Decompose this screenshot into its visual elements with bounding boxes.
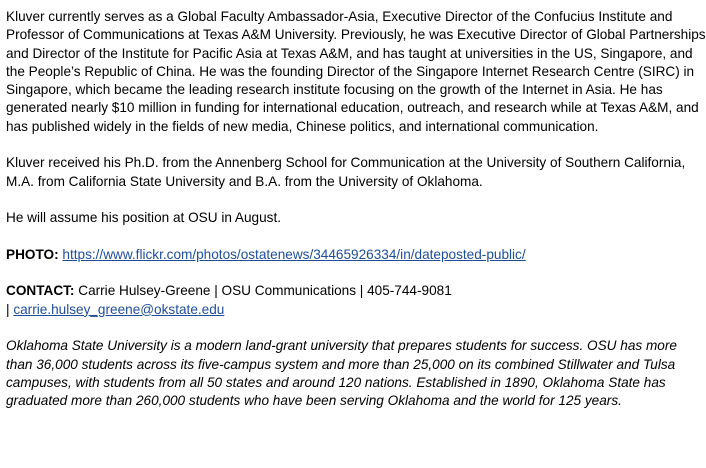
start-date-paragraph: He will assume his position at OSU in August. <box>6 210 282 226</box>
photo-line <box>6 246 706 264</box>
contact-label: CONTACT: <box>6 283 75 299</box>
education-paragraph: Kluver received his Ph.D. from the Annenberg School for Communication at the University of Southern California, M.A. from California State University and B.A. from the University of Oklahoma. <box>6 155 686 189</box>
photo-label: PHOTO: <box>6 246 59 262</box>
document-body <box>6 8 706 429</box>
photo-link[interactable]: https://www.flickr.com/photos/ostatenews/34465926334/in/dateposted-public/ <box>62 246 526 262</box>
contact-details: Carrie Hulsey-Greene | OSU Communications | 405-744-9081 <box>74 283 452 299</box>
bio-paragraph: Kluver currently serves as a Global Faculty Ambassador-Asia, Executive Director of the Confucius Institute and Professor of Communications at Texas A&M University. Previously, he was Executive Director of Global Partnerships and Director of the Institute for Pacific Asia at Texas A&M, and has taught at universities in the US, Singapore, and the People’s Republic of China. He was the founding Director of the Singapore Internet Research Centre (SIRC) in Singapore, which became the leading research institute focusing on the growth of the Internet in Asia. He has generated nearly $10 million in funding for international education, outreach, and research while at Texas A&M, and has published widely in the fields of new media, Chinese politics, and international communication. <box>6 9 706 134</box>
contact-block <box>6 282 706 319</box>
contact-separator: | <box>6 301 14 317</box>
contact-email-link[interactable]: carrie.hulsey_greene@okstate.edu <box>13 301 225 317</box>
about-osu-paragraph: Oklahoma State University is a modern land-grant university that prepares students for success. OSU has more than 36,000 students across its five-campus system and more than 25,000 on its combined Stillwater and Tulsa campuses, with students from all 50 states and around 120 nations. Established in 1890, Oklahoma State has graduated more than 260,000 students who have been serving Oklahoma and the world for 125 years. <box>6 338 677 409</box>
